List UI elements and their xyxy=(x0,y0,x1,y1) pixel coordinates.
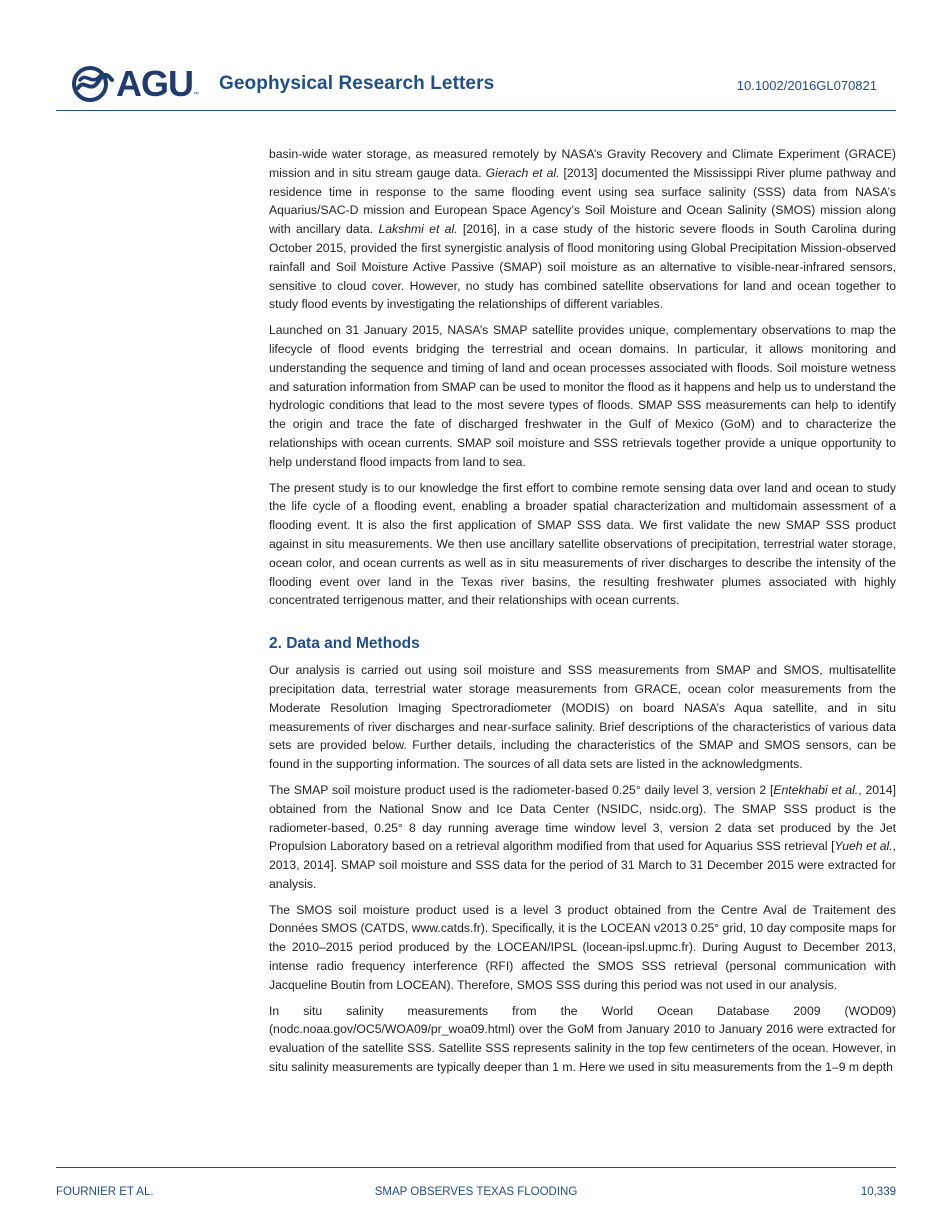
footer-authors: FOURNIER ET AL. xyxy=(56,1186,154,1198)
paragraph-2 xyxy=(269,321,896,471)
paragraph-text: The present study is to our knowledge the first effort to combine remote sensing data over land and ocean to study the life cycle of a flooding event, enabling a broader spatial characterization and multidomain assessment of a flooding event. It is also the first application of SMAP SSS data. We first validate the new SMAP SSS product against in situ measurements. We then use ancillary satellite observations of precipitation, terrestrial water storage, ocean color, and ocean currents as well as in situ measurements of river discharges to describe the intensity of the flooding event over land in the Texas river basins, the resulting freshwater plumes associated with highly concentrated terrigenous matter, and their relationships with ocean currents. xyxy=(269,480,896,608)
doi-link[interactable]: 10.1002/2016GL070821 xyxy=(736,78,877,93)
paragraph-text: The SMOS soil moisture product used is a level 3 product obtained from the Centre Aval de Traitement des Données SMOS (CATDS, www.catds.fr). Specifically, it is the LOCEAN v2013 0.25° grid, 10 day composite maps for the 2010–2015 period produced by the LOCEAN/IPSL (locean-ipsl.upmc.fr). During August to December 2013, intense radio frequency interference (RFI) affected the SMOS SSS retrieval (personal communication with Jacqueline Boutin from LOCEAN). Therefore, SMOS SSS during this period was not used in our analysis. xyxy=(269,902,896,992)
paragraph-text: , 2013, 2014]. SMAP soil moisture and SSS data for the period of 31 March to 31 December 2015 were extracted for analysis. xyxy=(269,839,896,891)
paragraph-4 xyxy=(269,661,896,774)
paragraph-3 xyxy=(269,479,896,611)
agu-logo[interactable] xyxy=(72,64,199,104)
paragraph-text: Our analysis is carried out using soil moisture and SSS measurements from SMAP and SMOS, multisatellite precipitation data, terrestrial water storage measurements from GRACE, ocean color measurements from the Moderate Resolution Imaging Spectroradiometer (MODIS) on board NASA’s Aqua satellite, and in situ measurements of river discharges and near-surface salinity. Brief descriptions of the characteristics of various data sets are provided below. Further details, including the characteristics of the SMAP and SMOS sensors, can be found in the supporting information. The sources of all data sets are listed in the acknowledgments. xyxy=(269,663,896,772)
citation-author: Lakshmi et al. xyxy=(378,222,458,237)
page-header xyxy=(0,0,952,112)
article-body xyxy=(269,145,896,1084)
paragraph-text: , 2014] obtained from the National Snow and Ice Data Center (NSIDC, nsidc.org). The SMAP SSS product is the radiometer-based, 0.25° 8 day running average time window level 3, version 2 data set produced by the Jet Propulsion Laboratory based on a retrieval algorithm modified from that used for Aquarius SSS retrieval [ xyxy=(269,782,896,854)
footer-running-title: SMAP OBSERVES TEXAS FLOODING xyxy=(374,1186,578,1198)
paragraph-6 xyxy=(269,901,896,995)
paragraph-7 xyxy=(269,1002,896,1077)
citation-author: Yueh et al. xyxy=(834,839,893,854)
paragraph-text: The SMAP soil moisture product used is the radiometer-based 0.25° daily level 3, version 2 [ xyxy=(269,782,774,797)
footer-page-number: 10,339 xyxy=(860,1186,896,1198)
paragraph-text: In situ salinity measurements from the World Ocean Database 2009 (WOD09) (nodc.noaa.gov/OC5/WOA09/pr_woa09.html) over the GoM from January 2010 to January 2016 were extracted for evaluation of the satellite SSS. Satellite SSS represents salinity in the top few centimeters of the ocean. However, in situ salinity measurements are typically deeper than 1 m. Here we used in situ measurements from the 1–9 m depth xyxy=(269,1003,896,1075)
agu-globe-icon xyxy=(72,66,114,102)
paragraph-5 xyxy=(269,781,896,894)
citation-author: Entekhabi et al. xyxy=(773,782,859,797)
section-heading-data-methods: 2. Data and Methods xyxy=(269,635,420,653)
paragraph-text: [2013] documented the Mississippi River plume pathway and residence time in response to the same flooding event using sea surface salinity (SSS) data from NASA’s Aquarius/SAC-D mission and European Space Agency’s Soil Moisture and Ocean Salinity (SMOS) mission along with ancillary data. xyxy=(269,165,897,237)
paragraph-text: Launched on 31 January 2015, NASA’s SMAP satellite provides unique, complementary observations to map the lifecycle of flood events bridging the terrestrial and ocean domains. In particular, it allows monitoring and understanding the sequence and timing of land and ocean processes associated with floods. Soil moisture wetness and saturation information from SMAP can be used to monitor the flood as it happens and help us to understand the hydrologic conditions that lead to the most severe types of floods. SMAP SSS measurements can help to identify the origin and trace the fate of discharged freshwater in the Gulf of Mexico (GoM) and to characterize the relationships with ocean currents. SMAP soil moisture and SSS retrievals together provide a unique opportunity to help understand flood impacts from land to sea. xyxy=(269,323,896,469)
journal-title: Geophysical Research Letters xyxy=(219,73,495,94)
header-divider xyxy=(56,110,896,111)
citation-author: Gierach et al. xyxy=(485,165,560,180)
logo-trademark: ™ xyxy=(193,92,199,98)
paragraph-1 xyxy=(269,145,896,314)
paragraph-text: basin-wide water storage, as measured remotely by NASA’s Gravity Recovery and Climate Experiment (GRACE) mission and in situ stream gauge data. xyxy=(269,147,896,180)
logo-wordmark: AGU xyxy=(116,63,193,104)
paragraph-text: [2016], in a case study of the historic severe floods in South Carolina during October 2015, provided the first synergistic analysis of flood monitoring using Global Precipitation Mission-observed rainfall and Soil Moisture Active Passive (SMAP) soil moisture as an alternative to visible-near-infrared sensors, sensitive to cloud cover. However, no study has combined satellite observations for land and ocean together to study flood events by investigating the relationships of different variables. xyxy=(269,222,896,312)
footer-divider xyxy=(56,1167,896,1168)
